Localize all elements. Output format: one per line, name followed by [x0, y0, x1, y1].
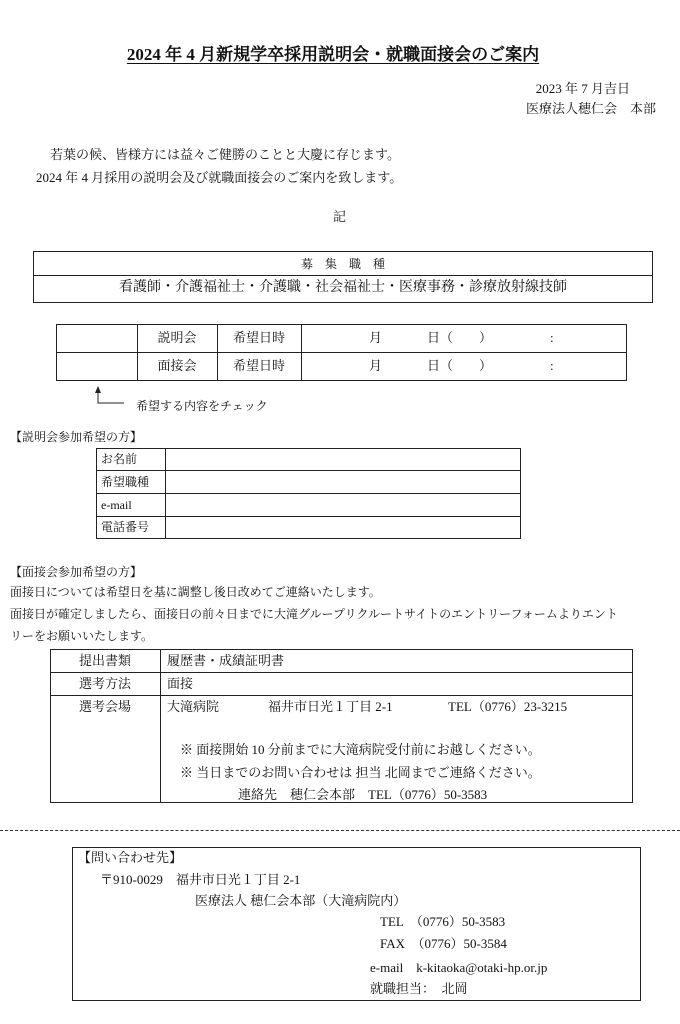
field-label: e-mail [101, 498, 132, 512]
inquiry-org: 医療法人 穂仁会本部（大滝病院内） [195, 893, 407, 908]
field-label: お名前 [101, 452, 138, 466]
phone-input[interactable] [167, 518, 519, 538]
date-label: 希望日時 [232, 358, 285, 373]
name-input[interactable] [167, 449, 519, 469]
inquiry-tel: TEL （0776）50-3583 [380, 914, 506, 929]
sender: 医療法人穂仁会 本部 [525, 101, 656, 116]
inquiry-email[interactable]: e-mail k-kitaoka@otaki-hp.or.jp [370, 960, 548, 975]
inquiry-box [72, 847, 641, 1001]
page-title [0, 46, 680, 63]
date-label: 希望日時 [232, 330, 285, 345]
row-label: 提出書類 [78, 653, 131, 668]
inquiry-address: 〒910-0029 福井市日光１丁目 2-1 [100, 872, 301, 887]
day-field[interactable]: 日（ ） [427, 330, 493, 345]
interview-checkbox[interactable] [58, 354, 135, 378]
row-value: 面接 [167, 676, 194, 691]
time-field[interactable]: : [550, 358, 554, 373]
greeting-line-1: 若葉の候、皆様方には益々ご健勝のことと大慶に存じます。 [50, 147, 400, 162]
arrow-up-icon [92, 385, 126, 409]
venue-name: 大滝病院 [167, 699, 220, 714]
greeting-line-2: 2024 年 4 月採用の説明会及び就職面接会のご案内を致します。 [36, 170, 403, 185]
field-label: 希望職種 [101, 475, 150, 489]
month-field[interactable]: 月 [369, 330, 383, 345]
briefing-checkbox[interactable] [58, 326, 135, 350]
recruit-jobs: 看護師・介護福祉士・介護職・社会福祉士・医療事務・診療放射線技師 [119, 280, 567, 295]
email-input[interactable] [167, 495, 519, 515]
cut-line [0, 830, 680, 831]
venue-tel: TEL（0776）23-3215 [448, 699, 568, 714]
inquiry-person: 就職担当： 北岡 [370, 981, 468, 996]
interview-heading: 【面接会参加希望の方】 [10, 565, 143, 579]
inquiry-heading: 【問い合わせ先】 [78, 850, 183, 865]
field-label: 電話番号 [101, 520, 150, 534]
job-input[interactable] [167, 472, 519, 492]
row-value: 履歴書・成績証明書 [167, 653, 285, 668]
interview-text: 面接日については希望日を基に調整し後日改めてご連絡いたします。 [10, 585, 381, 599]
briefing-heading: 【説明会参加希望の方】 [10, 430, 143, 444]
ki-mark: 記 [333, 209, 347, 224]
venue-contact: 連絡先 穂仁会本部 TEL（0776）50-3583 [238, 787, 488, 802]
date: 2023 年 7 月吉日 [535, 81, 630, 96]
interview-text: 面接日が確定しましたら、面接日の前々日までに大滝グループリクルートサイトのエントリーフォームよりエント [10, 607, 618, 621]
row-label: 選考会場 [78, 699, 131, 714]
day-field[interactable]: 日（ ） [427, 358, 493, 373]
event-label: 説明会 [157, 330, 197, 345]
inquiry-fax: FAX （0776）50-3584 [380, 936, 507, 951]
interview-text: リーをお願いいたします。 [10, 629, 154, 643]
row-label: 選考方法 [78, 676, 131, 691]
time-field[interactable]: : [550, 330, 554, 345]
recruit-header: 募 集 職 種 [300, 257, 385, 271]
venue-note: ※ 面接開始 10 分前までに大滝病院受付前にお越しください。 [180, 742, 541, 757]
venue-address: 福井市日光１丁目 2-1 [268, 699, 393, 714]
event-label: 面接会 [157, 358, 197, 373]
title-text: 2024 年 4 月新規学卒採用説明会・就職面接会のご案内 [126, 45, 540, 64]
month-field[interactable]: 月 [369, 358, 383, 373]
venue-note: ※ 当日までのお問い合わせは 担当 北岡までご連絡ください。 [180, 765, 541, 780]
check-note: 希望する内容をチェック [136, 399, 268, 413]
